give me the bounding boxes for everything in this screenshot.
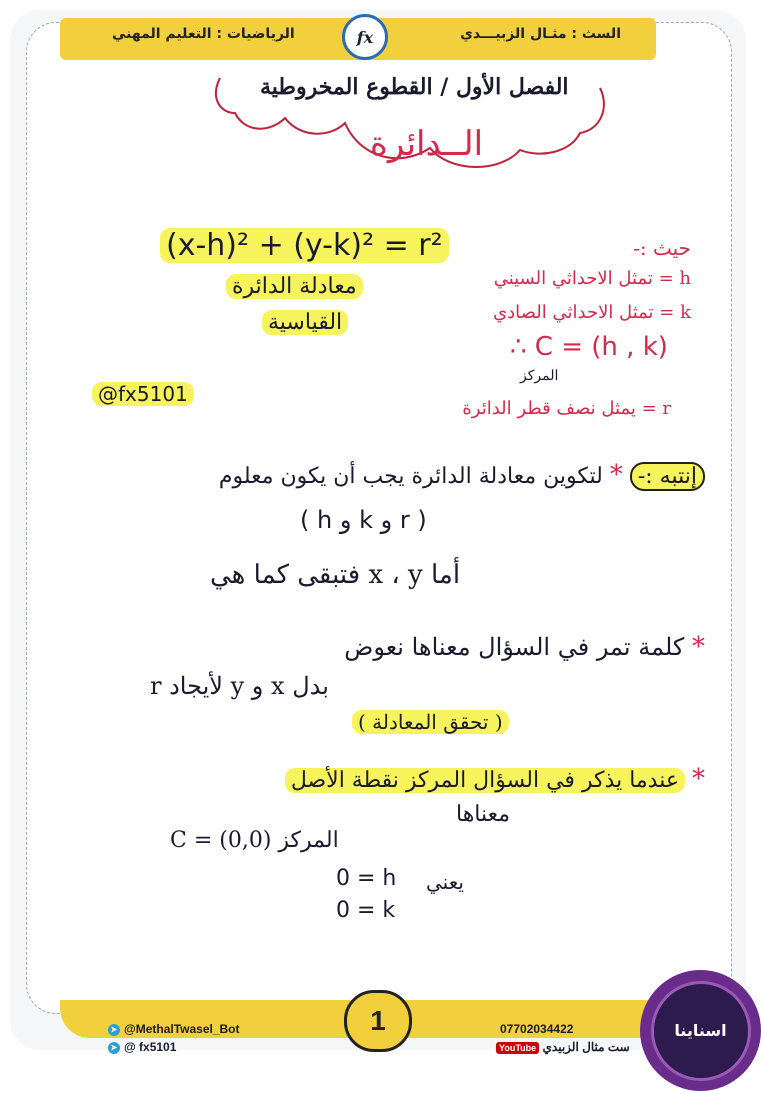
- watermark-badge: [640, 970, 761, 1091]
- standard-equation: [160, 228, 449, 263]
- telegram-bot-link[interactable]: ➤ @MethalTwasel_Bot: [108, 1022, 240, 1036]
- asterisk-icon: *: [692, 764, 705, 794]
- note1-line3: أما x ، y فتبقى كما هي: [210, 560, 461, 590]
- note1-label: إنتبه :-: [630, 462, 705, 491]
- equation-caption-2: القياسية: [262, 310, 348, 335]
- note3-h0: 0 = h: [336, 866, 397, 891]
- center-equation: ∴ C = (h , k): [510, 332, 668, 362]
- where-label: حيث :-: [633, 236, 691, 260]
- header-subject: الرياضيات : التعليم المهني: [112, 26, 295, 42]
- equation-caption-1: معادلة الدائرة: [226, 274, 363, 299]
- youtube-channel-link[interactable]: ست مثال الزبيدي YouTube: [496, 1040, 630, 1054]
- youtube-icon: YouTube: [496, 1042, 539, 1054]
- header-teacher: السث : مثـال الزبيـــدي: [460, 26, 621, 42]
- watermark-text: اسناينا: [674, 1021, 727, 1040]
- note3-center: المركز C = (0,0): [170, 828, 339, 853]
- k-definition: k = تمثل الاحداثي الصادي: [493, 302, 691, 323]
- phone-number: 07702034422: [500, 1022, 574, 1036]
- page-number: 1: [344, 990, 412, 1052]
- note3-line1: * عندما يذكر في السؤال المركز نقطة الأصل: [285, 764, 705, 794]
- note1-line2: ( h و k و r ): [300, 506, 427, 534]
- telegram-handle-link[interactable]: ➤ @ fx5101: [108, 1040, 176, 1054]
- center-label: المركز: [520, 368, 559, 384]
- h-definition: h = تمثل الاحداثي السيني: [493, 268, 691, 289]
- note3-means: يعني: [426, 870, 464, 894]
- fx-logo: [342, 14, 388, 60]
- note3-line2: معناها: [456, 802, 511, 827]
- asterisk-icon: *: [609, 460, 623, 490]
- note2-line2: بدل x و y لأيجاد r: [150, 672, 329, 700]
- r-definition: r = يمثل نصف قطر الدائرة: [462, 398, 671, 419]
- note2-line1: * كلمة تمر في السؤال معناها نعوض: [344, 632, 705, 662]
- asterisk-icon: *: [692, 632, 705, 662]
- equation-text: (x-h)² + (y-k)² = r²: [160, 228, 449, 263]
- note3-k0: 0 = k: [336, 898, 396, 923]
- chapter-title: الفصل الأول / القطوع المخروطية: [260, 74, 569, 100]
- telegram-icon: ➤: [108, 1042, 120, 1054]
- note1-line1: إنتبه :- * لتكوين معادلة الدائرة يجب أن يكون معلوم: [219, 460, 705, 490]
- telegram-icon: ➤: [108, 1024, 120, 1036]
- topic-title: الــدائرة: [370, 124, 484, 164]
- logo-text: fx: [356, 27, 374, 47]
- social-handle: @fx5101: [92, 382, 194, 406]
- note2-line3: ( تحقق المعادلة ): [352, 710, 509, 734]
